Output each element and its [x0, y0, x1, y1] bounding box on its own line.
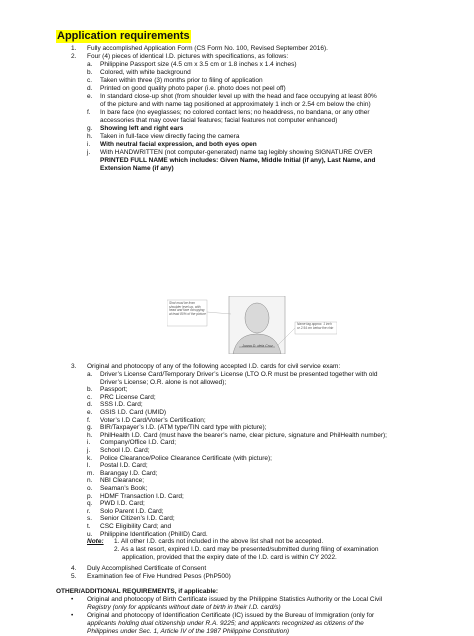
accepted-id-item: Senior Citizen’s I.D. Card; [100, 515, 175, 523]
sub-letter: h. [87, 431, 93, 439]
requirement-3: Original and photocopy of any of the following accepted I.D. cards for civil service exam: [87, 363, 341, 370]
requirement-4: Duly Accomplished Certificate of Consent [87, 565, 207, 572]
callout-shoulder-note: Shot must be from shoulder level up, with head and face occupying at least 80% of the picture [169, 301, 206, 316]
sub-letter: g. [87, 125, 93, 132]
sub-letter: i. [87, 439, 91, 447]
other-2-line2: applicants holding dual citizenship under R.A. 9225; and applicants recognized as citizens of the [87, 620, 364, 627]
requirement-5: Examination fee of Five Hundred Pesos (PhP500) [87, 573, 231, 580]
name-tag-sample: Juana D. dela Cruz [242, 344, 273, 348]
callout-name-tag-note: Name tag approx. 1 inch or 2.54 cm below the chin [297, 322, 334, 330]
sub-letter: s. [87, 515, 93, 523]
accepted-id-item: Police Clearance/Police Clearance Certificate (with picture); [100, 454, 272, 462]
sub-letter: f. [87, 416, 91, 424]
item-number: 3. [71, 363, 77, 370]
accepted-id-item: PRC License Card; [100, 393, 156, 401]
sub-letter: t. [87, 523, 91, 530]
sub-letter: b. [87, 69, 93, 76]
other-2-line3: Philippines under Sec. 1, Article IV of the 1987 Philippine Constitution) [87, 628, 290, 635]
other-1-line1: Original and photocopy of Birth Certificate issued by the Philippine Statistics Authority or the Local Civil [87, 596, 383, 603]
left-callout-line [207, 312, 231, 314]
spec-e-line1: In standard close-up shot (from shoulder level up with the head and face occupying at least 80% [100, 93, 377, 100]
sub-letter: d. [87, 85, 93, 92]
sub-letter: d. [87, 401, 93, 409]
sub-letter: f. [87, 109, 91, 116]
sub-letter: o. [87, 485, 93, 492]
accepted-id-item: Passport; [100, 386, 128, 394]
accepted-id-item: School I.D. Card; [100, 447, 150, 454]
spec-d: Printed on good quality photo paper (i.e. photo does not peel off) [100, 85, 286, 92]
spec-g: Showing left and right ears [100, 125, 184, 132]
sub-letter: p. [87, 492, 93, 500]
accepted-id-item: GSIS I.D. Card (UMID) [100, 409, 167, 416]
sub-letter: a. [87, 61, 93, 68]
spec-a: Philippine Passport size (4.5 cm x 3.5 cm or 1.8 inches x 1.4 inches) [100, 61, 297, 68]
spec-f-line1: In bare face (no eyeglasses; no colored contact lens; no headdress, no bandana, or any other [100, 109, 370, 116]
item-number: 1. [71, 45, 77, 52]
accepted-id-item: Driver’s License Card/Temporary Driver’s License (LTO O.R must be presented together with old [100, 371, 378, 378]
accepted-id-item: Voter’s I.D Card/Voter’s Certification; [100, 416, 206, 424]
requirement-2: Four (4) pieces of identical I.D. pictures with specifications, as follows: [87, 53, 289, 60]
head-silhouette [245, 303, 269, 333]
sub-letter: r. [87, 507, 91, 515]
sub-letter: j. [87, 149, 91, 156]
spec-e-line2: of the picture and with name tag positioned at approximately 1 inch or 2.54 cm below the chin) [100, 101, 371, 108]
accepted-id-item: Driver’s License; O.R. alone is not allowed); [100, 378, 227, 386]
spec-h: Taken in full-face view directly facing the camera [100, 133, 240, 140]
sub-letter: m. [87, 469, 95, 477]
sub-letter: h. [87, 133, 93, 140]
spec-i: With neutral facial expression, and both eyes open [100, 141, 257, 148]
accepted-id-item: HDMF Transaction I.D. Card; [100, 492, 184, 500]
sub-letter: c. [87, 77, 93, 84]
spec-b: Colored, with white background [100, 69, 191, 76]
sub-letter: i. [87, 141, 91, 148]
item-number: 4. [71, 565, 77, 572]
accepted-id-item: Seaman’s Book; [100, 485, 148, 492]
accepted-id-item: PWD I.D. Card; [100, 500, 145, 508]
bullet: • [71, 612, 74, 619]
item-number: 2. [71, 53, 77, 60]
other-1-line2: Registry (only for applicants without date of birth in their I.D. card/s) [87, 604, 281, 611]
accepted-id-item: Solo Parent I.D. Card; [100, 507, 164, 515]
sub-letter: b. [87, 386, 93, 394]
other-requirements-heading: OTHER/ADDITIONAL REQUIREMENTS, if applicable: [56, 588, 219, 595]
requirement-1: Fully accomplished Application Form (CS Form No. 100, Revised September 2016). [87, 45, 328, 52]
sub-letter: n. [87, 477, 93, 485]
note-1: 1. All other I.D. cards not included in the above list shall not be accepted. [114, 538, 324, 545]
sub-letter: j. [87, 447, 91, 454]
accepted-id-item: PhilHealth I.D. Card (must have the bearer’s name, clear picture, signature and PhilHealth number); [100, 431, 387, 439]
other-2-line1: Original and photocopy of Identification Certificate (IC) issued by the Bureau of Immigration (only for [87, 612, 375, 619]
accepted-id-item: Postal I.D. Card; [100, 462, 148, 470]
accepted-id-item: CSC Eligibility Card; and [100, 523, 172, 530]
sub-letter: q. [87, 500, 93, 508]
sub-letter: c. [87, 393, 93, 401]
spec-j-line2: PRINTED FULL NAME which includes: Given Name, Middle Initial (if any), Last Name, and [100, 157, 376, 164]
accepted-id-item: BIR/Taxpayer’s I.D. (ATM type/TIN card type with picture); [100, 424, 267, 432]
sub-letter: k. [87, 454, 93, 462]
item-number: 5. [71, 573, 77, 580]
note-label: Note: [87, 538, 104, 545]
spec-j-line3: Extension Name (if any) [100, 165, 174, 172]
sub-letter: a. [87, 371, 93, 378]
sub-letter: g. [87, 424, 93, 432]
note-2-line2: application, provided that the expiry date of the I.D. card is within CY 2022. [122, 554, 337, 561]
page-title: Application requirements [57, 30, 190, 42]
accepted-id-item: Company/Office I.D. Card; [100, 439, 177, 447]
spec-j-line1: With HANDWRITTEN (not computer-generated) name tag legibly showing SIGNATURE OVER [100, 149, 373, 156]
sub-letter: e. [87, 93, 93, 100]
sub-letter: l. [87, 462, 91, 470]
accepted-id-item: Barangay I.D. Card; [100, 469, 158, 477]
spec-c: Taken within three (3) months prior to filing of application [100, 77, 263, 84]
accepted-id-item: Philippine Identification (PhilID) Card. [100, 530, 208, 538]
accepted-id-item: NBI Clearance; [100, 477, 145, 485]
sub-letter: e. [87, 409, 93, 416]
spec-f-line2: accessories that may cover facial features; facial features not computer enhanced) [100, 117, 338, 124]
note-2-line1: 2. As a last resort, expired I.D. card may be presented/submitted during filing of examination [114, 546, 379, 553]
accepted-id-item: SSS I.D. Card; [100, 401, 143, 409]
bullet: • [71, 596, 74, 603]
sub-letter: u. [87, 530, 93, 538]
